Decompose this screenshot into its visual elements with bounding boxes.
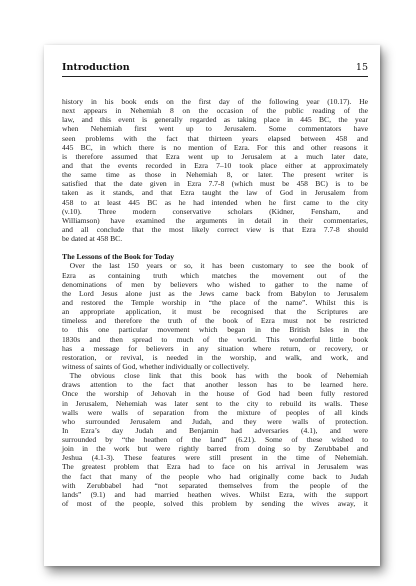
paragraph-3	[62, 371, 368, 508]
text-line: the same time as those in Nehemiah 8, or later. The present writer is	[62, 170, 368, 180]
chapter-title: Introduction	[62, 62, 130, 73]
text-line: taken as it stands, and that Ezra taught the law of God in Jerusalem from	[62, 188, 368, 198]
text-line: surrounded by “the heathen of the land” (6.21). Some of these wished to	[62, 435, 368, 445]
text-line: next appears in Nehemiah 8 on the occasion of the public reading of the	[62, 106, 368, 116]
text-line: 1830s and then spread to much of the world. This wonderful little book	[62, 334, 368, 344]
text-line: The greatest problem that Ezra had to face on his arrival in Jerusalem was	[62, 462, 368, 472]
text-line: to this one particular movement which began in the British Isles in the	[62, 325, 368, 335]
text-line: who surrounded Jerusalem and Judah, and they were walls of protection.	[62, 416, 368, 426]
paragraph-1	[62, 97, 368, 243]
text-line: is therefore assumed that Ezra went up to Jerusalem at a much later date,	[62, 151, 368, 161]
text-line: The obvious close link that this book has with the book of Nehemiah	[62, 371, 368, 381]
text-line: with Zerubbabel had “not separated themselves from the people of the	[62, 480, 368, 490]
text-line: history in his book ends on the first day of the following year (10.17). He	[62, 97, 368, 106]
page-number: 15	[355, 62, 368, 73]
text-line: and that the events recorded in Ezra 7–10 took place either at approximately	[62, 160, 368, 170]
text-line: law, and this event is generally regarded as taking place in 445 BC, the year	[62, 115, 368, 125]
text-line: Over the last 150 years or so, it has been customary to see the book of	[62, 261, 368, 271]
body-text	[62, 97, 368, 508]
text-line: Once the worship of Jehovah in the house of God had been fully restored	[62, 389, 368, 399]
text-line: Ezra as containing truth which matches the movement out of the	[62, 270, 368, 280]
running-header	[62, 62, 368, 77]
text-line: In Ezra’s day Judah and Benjamin had adversaries (4.1), and were	[62, 425, 368, 435]
text-line: 458 to at least 445 BC as he had intended when he first came to the city	[62, 197, 368, 207]
text-line: when Nehemiah first went up to Jerusalem. Some commentators have	[62, 124, 368, 134]
text-line: the Lord Jesus alone just as the Jews came back from Babylon to Jerusalem	[62, 288, 368, 298]
text-line: and all conclude that the most likely correct view is that Ezra 7.7-8 should	[62, 224, 368, 234]
text-line: the fact that many of the people who had originally come back to Judah	[62, 471, 368, 481]
text-line: an appropriate application, it must be recognised that the Scriptures are	[62, 307, 368, 317]
text-line: be dated at 458 BC.	[62, 234, 123, 244]
text-line: timeless and therefore the truth of the book of Ezra must not be restricted	[62, 316, 368, 326]
paragraph-2	[62, 261, 368, 371]
text-line: 445 BC, in which there is no mention of Ezra. For this and other reasons it	[62, 142, 368, 152]
text-line: satisfied that the date given in Ezra 7.7-8 (which must be 458 BC) is to be	[62, 179, 368, 189]
text-line: seen problems with the fact that thirteen years elapsed between 458 and	[62, 133, 368, 143]
text-line: join in the work but were rightly barred from doing so by Zerubbabel and	[62, 444, 368, 454]
text-line: of most of the people, solved this problem by sending the wives away, it	[62, 499, 368, 509]
text-line: draws attention to the fact that another lesson has to be learned here.	[62, 380, 368, 390]
book-page	[44, 45, 380, 566]
section-heading: The Lessons of the Book for Today	[62, 252, 175, 262]
text-line: in Jerusalem, Nehemiah was later sent to the city to rebuild its walls. These	[62, 398, 368, 408]
text-line: lands” (9.1) and had married heathen wives. Whilst Ezra, with the support	[62, 489, 368, 499]
text-line: walls were walls of separation from the mixture of peoples of all kinds	[62, 407, 368, 417]
text-line: Jeshua (4.1-3). These features were still present in the time of Nehemiah.	[62, 453, 368, 463]
text-line: and restored the Temple worship in “the place of the name”. Whilst this is	[62, 297, 368, 307]
text-line: restoration, or revival, is needed in the worship, and walk, and work, and	[62, 352, 368, 362]
text-line: (v.10). Three modern conservative scholars (Kidner, Fensham, and	[62, 206, 368, 216]
text-line: has a message for believers in any situation where return, or recovery, or	[62, 343, 368, 353]
text-line: witness of saints of God, whether individually or collectively.	[62, 361, 250, 371]
text-line: denominations of men by believers who wished to gather to the name of	[62, 279, 368, 289]
text-line: Williamson) have examined the arguments in detail in their commentaries,	[62, 215, 368, 225]
